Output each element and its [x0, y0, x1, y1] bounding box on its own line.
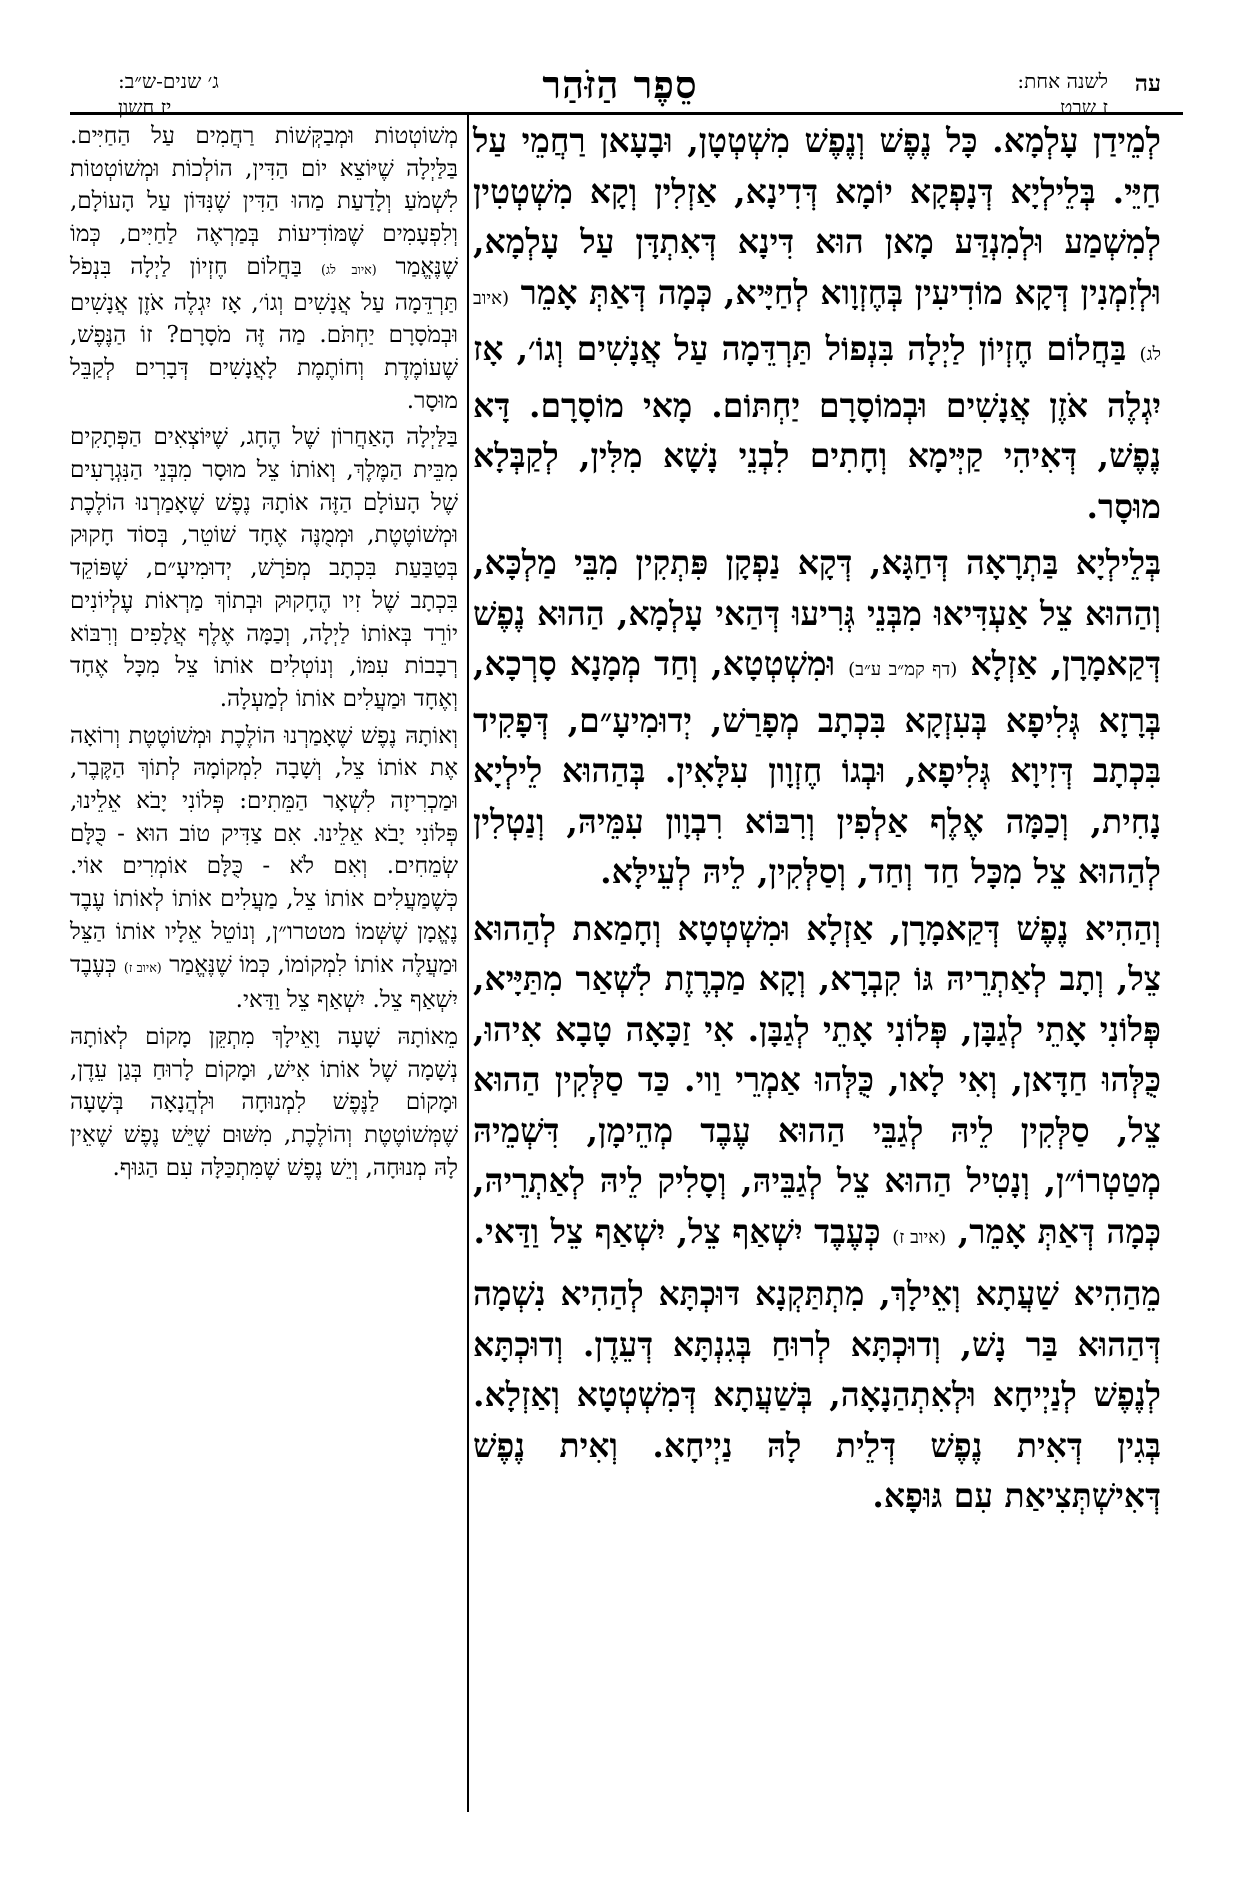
- hebrew-translation-column: [70, 120, 458, 1185]
- page-title: סֵפֶר הַזֹּהַר: [542, 62, 698, 107]
- hebrew-paragraph-2: בַּלַּיְלָה הָאַחֲרוֹן שֶׁל הֶחָג, שֶׁיּוֹצְאִים הַפְּתָקִים מִבֵּית הַמֶּלֶךְ, וְאוֹתוֹ צֵל מוּסָר מִבְּנֵי הַנִּגְרָעִים שֶׁל הָעוֹלָם הַזֶּה אוֹתָהּ נֶפֶשׁ שֶׁאָמַרְנוּ הוֹלֶכֶת וּמְשׁוֹטֶטֶת, וּמְמֻנֶּה אֶחָד שׁוֹטֵר, בְּסוֹד חָקוּק בְּטַבַּעַת בִּכְתָב מְפֹרָשׁ, יְדוּמִיעָ״ם, שֶׁפּוֹקֵד בִּכְתָב שֶׁל זִיו הֶחָקוּק וּבְתוֹךְ מַרְאוֹת עֶלְיוֹנִים יוֹרֵד בְּאוֹתוֹ לַיְלָה, וְכַמָּה אֶלֶף אֲלָפִים וְרִבּוֹא רְבָבוֹת עִמּוֹ, וְנוֹטְלִים אוֹתוֹ צֵל מִכָּל אֶחָד וְאֶחָד וּמַעֲלִים אוֹתוֹ לְמַעְלָה.: [70, 424, 458, 712]
- schedule-label-left: ג׳ שנים-ש״ב:: [118, 69, 219, 93]
- page-header: [0, 48, 1253, 118]
- verse-reference: (איוב ז): [892, 1226, 947, 1248]
- hebrew-paragraph-1: מְשׁוֹטְטוֹת וּמְבַקְּשׁוֹת רַחֲמִים עַל הַחַיִּים. בַּלַּיְלָה שֶׁיּוֹצֵא יוֹם הַדִּין, הוֹלְכוֹת וּמְשׁוֹטְטוֹת לִשְׁמֹעַ וְלָדַעַת מַהוּ הַדִּין שֶׁנִּדּוֹן עַל הָעוֹלָם, וְלִפְעָמִים שֶׁמּוֹדִיעוֹת בְּמַרְאֶה לַחַיִּים, כְּמוֹ שֶׁנֶּאֱמַר (איוב לג) בַּחֲלוֹם חֶזְיוֹן לַיְלָה בִּנְפֹל תַּרְדֵּמָה עַל אֲנָשִׁים וְגוֹ׳, אָז יִגְלֶה אֹזֶן אֲנָשִׁים וּבְמֹסָרָם יַחְתֹּם. מַה זֶּה מֹסָרָם? זוֹ הַנֶּפֶשׁ, שֶׁעוֹמֶדֶת וְחוֹתֶמֶת לָאֲנָשִׁים דְּבָרִים לְקַבֵּל מוּסָר.: [70, 123, 458, 414]
- hebrew-paragraph-3: וְאוֹתָהּ נֶפֶשׁ שֶׁאָמַרְנוּ הוֹלֶכֶת וּמְשׁוֹטֶטֶת וְרוֹאָה אֶת אוֹתוֹ צֵל, וְשָׁבָה לִמְקוֹמָהּ לְתוֹךְ הַקֶּבֶר, וּמַכְרִיזָה לִשְׁאָר הַמֵּתִים: פְּלוֹנִי יָבֹא אֵלֵינוּ, פְּלוֹנִי יָבֹא אֵלֵינוּ. אִם צַדִּיק טוֹב הוּא - כֻּלָּם שְׂמֵחִים. וְאִם לֹא - כֻּלָּם אוֹמְרִים אוֹי. כְּשֶׁמַּעֲלִים אוֹתוֹ צֵל, מַעֲלִים אוֹתוֹ לְאוֹתוֹ עֶבֶד נֶאֱמָן שֶׁשְּׁמוֹ מטטרו״ן, וְנוֹטֵל אֵלָיו אוֹתוֹ הַצֵּל וּמַעֲלֶה אוֹתוֹ לִמְקוֹמוֹ, כְּמוֹ שֶׁנֶּאֱמַר (איוב ז) כְּעֶבֶד יִשְׁאַף צֵל. יִשְׁאַף צֵל וַדַּאי.: [70, 722, 459, 1014]
- folio-reference: (דף קמ״ב ע״ב): [848, 659, 958, 680]
- aramaic-column: [473, 116, 1161, 1522]
- aramaic-paragraph-3: וְהַהִיא נֶפֶשׁ דְּקַאמָרָן, אַזְלָא וּמִשְׁטְטָא וְחָמַאת לְהַהוּא צֵל, וְתָב לְאַתְרֵיהּ גּוֹ קִבְרָא, וְקָא מַכְרֶזֶת לִשְׁאַר מִתַּיָּיא, פְּלוֹנִי אָתֵי לְגַבָּן, פְּלוֹנִי אָתֵי לְגַבָּן. אִי זַכָּאָה טָבָא אִיהוּ, כֻּלְּהוּ חַדָּאן, וְאִי לָאו, כֻּלְּהוּ אַמְרֵי וַוי. כַּד סַלְּקִין הַהוּא צֵל, סַלְּקִין לֵיהּ לְגַבֵּי הַהוּא עֶבֶד מְהֵימָן, דִּשְׁמֵיהּ מְטַטְרוֹ״ן, וְנָטִיל הַהוּא צֵל לְגַבֵּיהּ, וְסָלִיק לֵיהּ לְאַתְרֵיהּ, כְּמָה דְּאַתְּ אָמֵר, (איוב ז) כְּעֶבֶד יִשְׁאַף צֵל, יִשְׁאַף צֵל וַדַּאי.: [473, 908, 1161, 1251]
- verse-reference: (איוב ז): [123, 959, 162, 975]
- aramaic-paragraph-4: מֵהַהִיא שַׁעֲתָא וְאֵילָךְ, מִתְתַּקְנָא דּוּכְתָּא לְהַהִיא נִשְׁמָה דְּהַהוּא בַּר נָשׁ, וְדוּכְתָּא לְרוּחַ בְּגִנְתָּא דְּעֵדֶן. וְדוּכְתָּא לְנֶפֶשׁ לְנַיְיחָא וּלְאִתְהַנָאָה, בְּשַׁעֲתָא דְּמִשְׁטְטָא וְאַזְלָא. בְּגִין דְּאִית נֶפֶשׁ דְּלֵית לָהּ נַיְיחָא. וְאִית נֶפֶשׁ דְּאִישְׁתְּצִיאַת עִם גּוּפָא.: [473, 1274, 1161, 1515]
- schedule-label: לשנה אחת:: [1017, 69, 1108, 93]
- schedule-date: ז שבט: [1060, 95, 1108, 119]
- hebrew-paragraph-4: מֵאוֹתָהּ שָׁעָה וָאֵילָךְ מִתְקֵּן מָקוֹם לְאוֹתָהּ נְשָׁמָה שֶׁל אוֹתוֹ אִישׁ, וּמָקוֹם לָרוּחַ בְּגַן עֵדֶן, וּמָקוֹם לַנֶּפֶשׁ לִמְנוּחָה וּלְהֲנָאָה בְּשָׁעָה שֶׁמְּשׁוֹטֶטֶת וְהוֹלֶכֶת, מִשּׁוּם שֶׁיֵּשׁ נֶפֶשׁ שֶׁאֵין לָהּ מְנוּחָה, וְיֵשׁ נֶפֶשׁ שֶׁמִּתְכַּלָּה עִם הַגּוּף.: [70, 1023, 458, 1181]
- verse-reference: (איוב לג): [320, 261, 377, 277]
- aramaic-paragraph-2: בְּלֵילְיָא בַּתְרָאָה דְּחַגָּא, דְּקָא נַפְקָן פִּתְקִין מִבֵּי מַלְכָּא, וְהַהוּא צֵל אַעְדִּיאוּ מִבְּנֵי גְּרִיעוּ דְּהַאי עָלְמָא, הַהוּא נֶפֶשׁ דְּקַאמָרָן, אַזְלָא (דף קמ״ב ע״ב) וּמִשְׁטְטָא, וְחַד מְמָנָא סָרְכָא, בְּרָזָא גְּלִיפָא בְּעִזְקָא בִּכְתָב מְפָרַשׁ, יְדוּמִיעָ״ם, דְּפָקִיד בִּכְתָב דְּזִיוָא גְּלִיפָא, וּבְגוֹ חֶזְוָון עִלָּאִין. בְּהַהוּא לֵילְיָא נָחִית, וְכַמָּה אֶלֶף אַלְפִין וְרִבּוֹא רִבְוָון עִמֵּיהּ, וְנַטְלִין לְהַהוּא צֵל מִכָּל חַד וְחַד, וְסַלְּקִין, לֵיהּ לְעֵילָּא.: [473, 543, 1162, 891]
- header-rule: [70, 112, 1183, 115]
- schedule-date-left: יז חשון: [118, 95, 172, 119]
- page-number: עה: [1134, 70, 1161, 97]
- column-divider: [467, 112, 469, 1812]
- verse-reference: (איוב לג): [473, 287, 1161, 365]
- aramaic-paragraph-1: לְמֵידַן עָלְמָא. כָּל נֶפֶשׁ וְנֶפֶשׁ מִשְׁטְטָן, וּבָעָאן רַחֲמֵי עַל חַיֵּי. בְּלֵילְיָא דְּנָפְקָא יוֹמָא דְּדִינָא, אַזְלִין וְקָא מִשְׁטְטִין לְמִשְׁמַע וּלְמִנְדַּע מָאן הוּא דִּינָא דְּאִתְדָּן עַל עָלְמָא, וּלְזִמְנִין דְּקָא מוֹדִיעִין בְּחֶזְוָוא לְחַיָּיא, כְּמָה דְּאַתְּ אָמֵר (איוב לג) בַּחֲלוֹם חֶזְיוֹן לַיְלָה בִּנְפוֹל תַּרְדֵּמָה עַל אֲנָשִׁים וְגוֹ׳, אָז יִגְלֶה אֹזֶן אֲנָשִׁים וּבְמוֹסָרָם יַחְתּוֹם. מָאי מוֹסָרָם. דָּא נֶפֶשׁ, דְּאִיהִי קַיְּימָא וְחָתִים לִבְנֵי נָשָׁא מִלִּין, לְקַבְּלָא מוּסָר.: [473, 121, 1161, 526]
